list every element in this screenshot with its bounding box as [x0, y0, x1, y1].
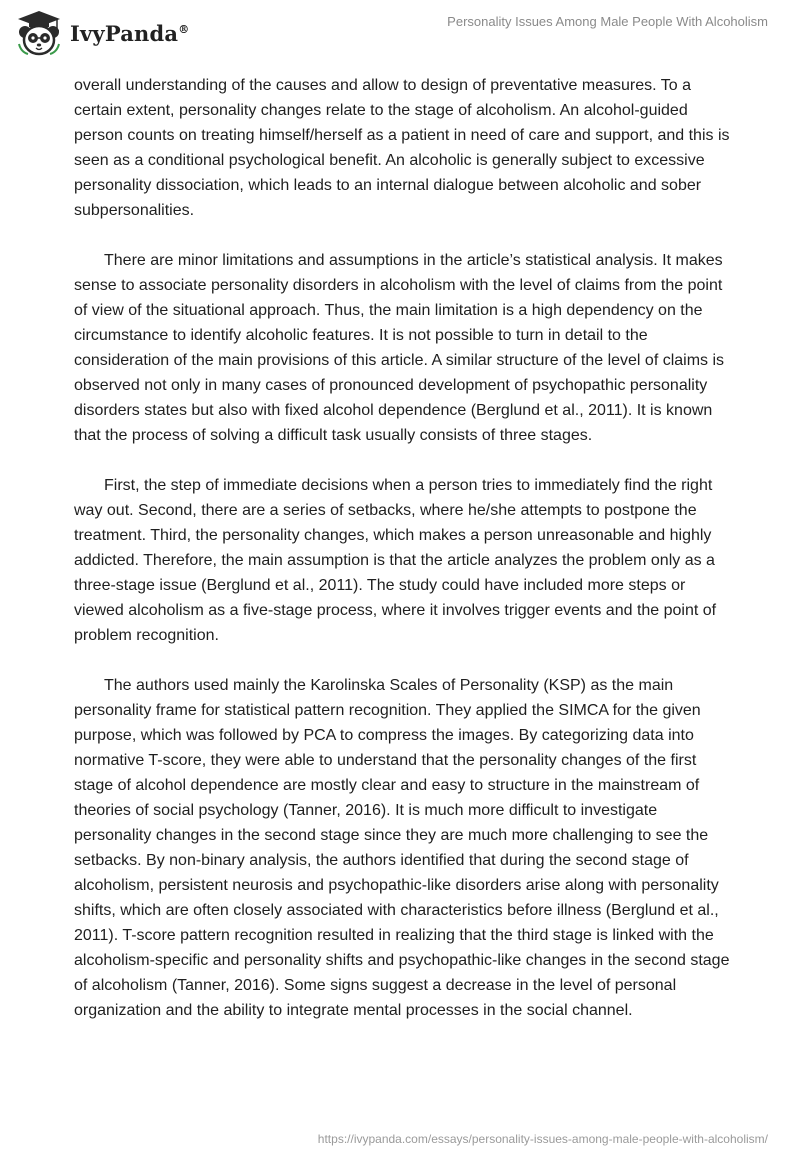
- brand-name: IvyPanda®: [70, 20, 190, 46]
- page-header: [0, 0, 800, 70]
- paragraph: overall understanding of the causes and allow to design of preventative measures. To a certain extent, personality changes relate to the stage of alcoholism. An alcohol-guided person counts on treating himself/herself as a patient in need of care and support, and this is seen as a conditional psychological benefit. An alcoholic is generally subject to excessive personality dissociation, which leads to an internal dialogue between alcoholic and sober subpersonalities.: [74, 77, 730, 219]
- paragraph: There are minor limitations and assumptions in the article’s statistical analysis. It makes sense to associate personality disorders in alcoholism with the level of claims from the point of view of the situational approach. Thus, the main limitation is a high dependency on the circumstance to identify alcoholic features. It is not possible to turn in detail to the consideration of the main provisions of this article. A similar structure of the level of claims is observed not only in many cases of pronounced development of psychopathic personality disorders states but also with fixed alcohol dependence (Berglund et al., 2011). It is known that the process of solving a difficult task usually consists of three stages.: [74, 252, 725, 444]
- panda-logo-icon: [14, 8, 64, 58]
- brand-logo[interactable]: [14, 8, 189, 58]
- source-url[interactable]: https://ivypanda.com/essays/personality-issues-among-male-people-with-alcoholism/: [317, 1132, 768, 1146]
- essay-body: [74, 73, 734, 1048]
- document-title: Personality Issues Among Male People With Alcoholism: [447, 14, 768, 29]
- paragraph: First, the step of immediate decisions when a person tries to immediately find the right way out. Second, there are a series of setbacks, where he/she attempts to postpone the treatment. Third, the personality changes, which makes a person unreasonable and highly addicted. Therefore, the main assumption is that the article analyzes the problem only as a three-stage issue (Berglund et al., 2011). The study could have included more steps or viewed alcoholism as a five-stage process, where it involves trigger events and the point of problem recognition.: [74, 477, 717, 644]
- paragraph: The authors used mainly the Karolinska Scales of Personality (KSP) as the main personality frame for statistical pattern recognition. They applied the SIMCA for the given purpose, which was followed by PCA to compress the images. By categorizing data into normative T-score, they were able to understand that the personality changes of the first stage of alcohol dependence are mostly clear and easy to structure in the mainstream of theories of social psychology (Tanner, 2016). It is much more difficult to investigate personality changes in the second stage since they are much more challenging to see the setbacks. By non-binary analysis, the authors identified that during the second stage of alcoholism, persistent neurosis and psychopathic-like disorders arise along with personality shifts, which are often closely associated with characteristics before illness (Berglund et al., 2011). T-score pattern recognition resulted in realizing that the third stage is linked with the alcoholism-specific and personality shifts and psychopathic-like changes in the second stage of alcoholism (Tanner, 2016). Some signs suggest a decrease in the level of personal organization and the ability to integrate mental processes in the social channel.: [74, 677, 730, 1019]
